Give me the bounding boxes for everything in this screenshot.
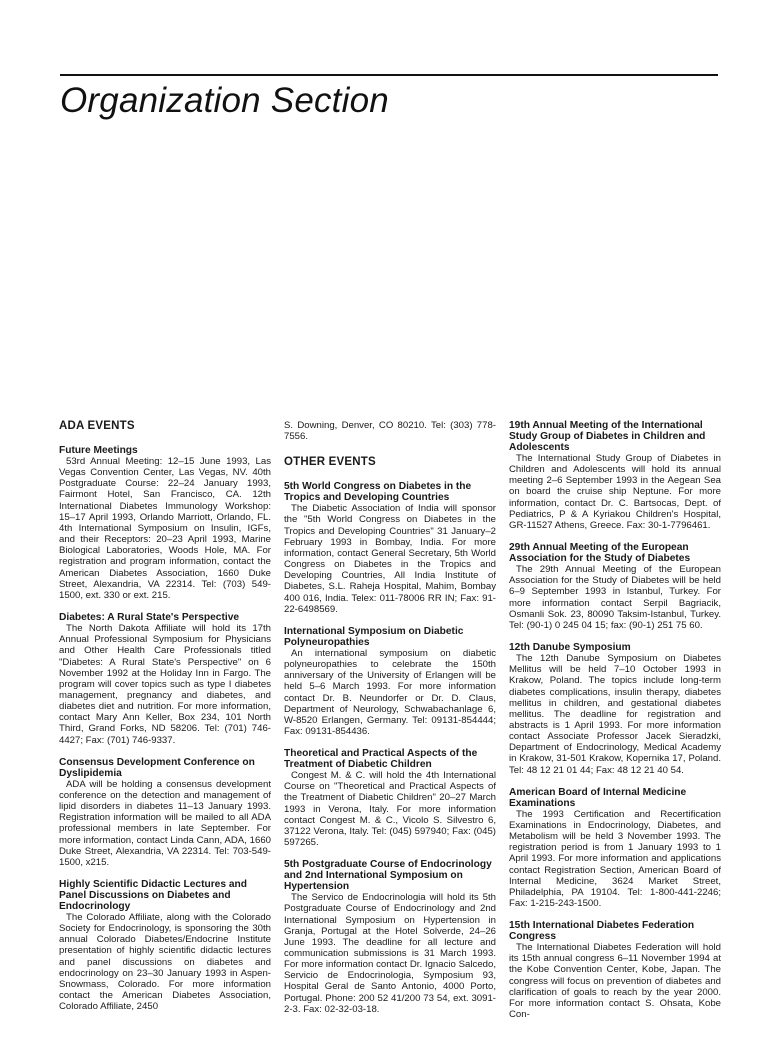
entry-title: 19th Annual Meeting of the International Study Group of Diabetes in Children and Adolescents (509, 420, 706, 453)
entry-danube-symposium (509, 642, 721, 776)
entry-title: Consensus Development Conference on Dyslipidemia (59, 756, 255, 779)
entry-body: Congest M. & C. will hold the 4th International Course on "Theoretical and Practical Aspects of the Treatment of Diabetic Children" 20–27 March 1993 in Verona, Italy. For more information contact Congest M. & C., Vicolo S. Silvestro 6, 37122 Verona, Italy. Tel: (045) 597940; Fax: (045) 597265. (284, 770, 496, 849)
entry-didactic-lectures (59, 879, 271, 1012)
entry-body: The International Diabetes Federation will hold its 15th annual congress 6–11 November 1994 at the Kobe Convention Center, Kobe, Japan. The congress will focus on prevention of diabetes and clarification of goals to reach by the year 2000. For more information contact S. Ohsata, Kobe Con- (509, 942, 721, 1021)
entry-title: Highly Scientific Didactic Lectures and Panel Discussions on Diabetes and Endocrinology (59, 879, 247, 912)
entry-future-meetings (59, 445, 271, 601)
header-rule (60, 74, 718, 76)
entry-rural-state (59, 612, 271, 746)
entry-title: 15th International Diabetes Federation Congress (509, 920, 695, 943)
entry-abim-exams (509, 787, 721, 909)
entry-title: 5th Postgraduate Course of Endocrinology and 2nd International Symposium on Hypertension (284, 859, 492, 893)
entry-easd-meeting (509, 542, 721, 631)
entry-title: Diabetes: A Rural State's Perspective (59, 612, 240, 624)
entry-diabetic-children (284, 748, 496, 848)
entry-postgraduate-endocrinology (284, 859, 496, 1015)
entry-body: The 29th Annual Meeting of the European Association for the Study of Diabetes will be held 6–9 September 1993 in Istanbul, Turkey. For more information contact Serpil Bagriacik, Osmanli Sok. 23, 80090 Taksim-Istanbul, Turkey. Tel: (90-1) 0 245 04 15; fax: (90-1) 251 75 60. (509, 564, 721, 631)
entry-body: The Diabetic Association of India will sponsor the "5th World Congress on Diabetes in the Tropics and Developing Countries" 31 January–2 February 1993 in Bombay, India. For more information, contact General Secretary, 5th World Congress on Diabetes in the Tropics and Developing Countries, All India Institute of Diabetes, S.L. Raheja Hospital, Mahim, Bombay 400 016, India. Telex: 011-78006 RR IN; Fax: 91-22-6498569. (284, 503, 496, 615)
entry-title: 12th Danube Symposium (509, 642, 631, 654)
section-heading-ada-events: ADA EVENTS (59, 420, 135, 432)
entry-title: International Symposium on Diabetic Polyneuropathies (284, 625, 464, 648)
entry-polyneuropathies (284, 626, 496, 737)
entry-body: The 12th Danube Symposium on Diabetes Mellitus will be held 7–10 October 1993 in Krakow, Poland. The topics include long-term diabetes complications, insulin therapy, diabetes mellitus in children, and gestational diabetes mellitus. The deadline for registration and abstracts is 1 April 1993. For more information contact Associate Professor Jacek Sieradzki, Department of Endocrinology, Medical Academy in Krakow, 31-501 Krakow, Kopernika 17, Poland. Tel: 48 12 21 01 44; Fax: 48 12 21 40 54. (509, 653, 721, 776)
entry-title: American Board of Internal Medicine Examinations (509, 786, 687, 809)
entry-world-congress-tropics (284, 481, 496, 615)
continued-text: S. Downing, Denver, CO 80210. Tel: (303) 778-7556. (284, 420, 496, 443)
column-2 (284, 420, 496, 1052)
entry-body: 53rd Annual Meeting: 12–15 June 1993, Las Vegas Convention Center, Las Vegas, NV. 40th Postgraduate Course: 22–24 January 1993, Fairmont Hotel, San Francisco, CA. 12th International Diabetes Immunology Workshop: 15–17 April 1993, Orlando Marriott, Orlando, FL. 4th International Symposium on Insulin, IGFs, and their Receptors: 20–23 April 1993, Marine Biological Laboratories, Woods Hole, MA. For registration and program information, contact the American Diabetes Association, 1660 Duke Street, Alexandria, VA 22314. Tel: (703) 549-1500, ext. 330 or ext. 215. (59, 456, 271, 601)
entry-title: Theoretical and Practical Aspects of the Treatment of Diabetic Children (284, 748, 478, 771)
column-3 (509, 420, 721, 1052)
entry-title: 29th Annual Meeting of the European Association for the Study of Diabetes (509, 542, 691, 565)
entry-body: The North Dakota Affiliate will hold its 17th Annual Professional Symposium for Physicians and Other Health Care Professionals titled "Diabetes: A Rural State's Perspective" on 6 November 1992 at the Holiday Inn in Fargo. The program will cover topics such as type I diabetes management, pregnancy and diabetes, and diabetes diet and nutrition. For more information, contact Mary Ann Keller, Box 234, 101 North Third, Grand Forks, ND 58206. Tel: (701) 746-4427; Fax: (701) 746-9337. (59, 623, 271, 746)
page-title: Organization Section (60, 81, 389, 120)
column-1 (59, 420, 271, 1052)
entry-dyslipidemia (59, 757, 271, 868)
entry-body: The International Study Group of Diabetes in Children and Adolescents will hold its annual meeting 2–6 September 1993 in the Aegean Sea on board the cruise ship Neptune. For more information, contact Dr. C. Bartsocas, Dept. of Pediatrics, P & A Kyriakou Children's Hospital, GR-11527 Athens, Greece. Fax: 30-1-7796461. (509, 453, 721, 531)
entry-body: The Servico de Endocrinologia will hold its 5th Postgraduate Course of Endocrinology and 2nd International Symposium on Hypertension in Granja, Portugal at the Hotel Solverde, 24–26 June 1993. The deadline for all lecture and communication submissions is 31 March 1993. For more information contact Dr. Ignacio Salcedo, Servicio de Endocrinologia, Symposium 93, Hospital Geral de Santo Antonio, 4000 Porto, Portugal. Phone: 200 52 41/200 73 54, ext. 3091-2-3. Fax: 02-32-03-18. (284, 892, 496, 1015)
entry-body: The 1993 Certification and Recertification Examinations in Endocrinology, Diabetes, and Metabolism will be held 3 November 1993. The registration period is from 1 January 1993 to 1 April 1993. For more information and applications contact Registration Section, American Board of Internal Medicine, 3624 Market Street, Philadelphia, PA 19104. Tel: 1-800-441-2246; Fax: 1-215-243-1500. (509, 808, 721, 909)
entry-ispad-meeting (509, 420, 721, 531)
entry-title: Future Meetings (59, 445, 138, 456)
entry-body: An international symposium on diabetic polyneuropathies to celebrate the 150th anniversary of the University of Erlangen will be held 5–6 March 1993. For more information contact Dr. B. Neundorfer or Dr. D. Claus, Department of Neurology, Schwabachanlage 6, W-8520 Erlangen, Germany. Tel: 09131-854444; Fax: 09131-854436. (284, 647, 496, 737)
entry-body: ADA will be holding a consensus development conference on the detection and management of lipid disorders in diabetes 11–13 January 1993. Registration information will be mailed to all ADA professional members in late September. For more information, contact Linda Cann, ADA, 1660 Duke Street, Alexandria, VA 22314. Tel: 703-549-1500, x215. (59, 778, 271, 868)
entry-title: 5th World Congress on Diabetes in the Tropics and Developing Countries (284, 481, 472, 504)
entry-body: The Colorado Affiliate, along with the Colorado Society for Endocrinology, is sponsoring the 30th annual Colorado Diabetes/Endocrine Institute presentation of highly scientific didactic lectures and panel discussions on diabetes and endocrinology on 23–30 January 1993 in Aspen-Snowmass, Colorado. For more information contact the American Diabetes Association, Colorado Affiliate, 2450 (59, 912, 271, 1013)
section-heading-other-events: OTHER EVENTS (284, 456, 376, 469)
entry-idf-congress (509, 920, 721, 1020)
